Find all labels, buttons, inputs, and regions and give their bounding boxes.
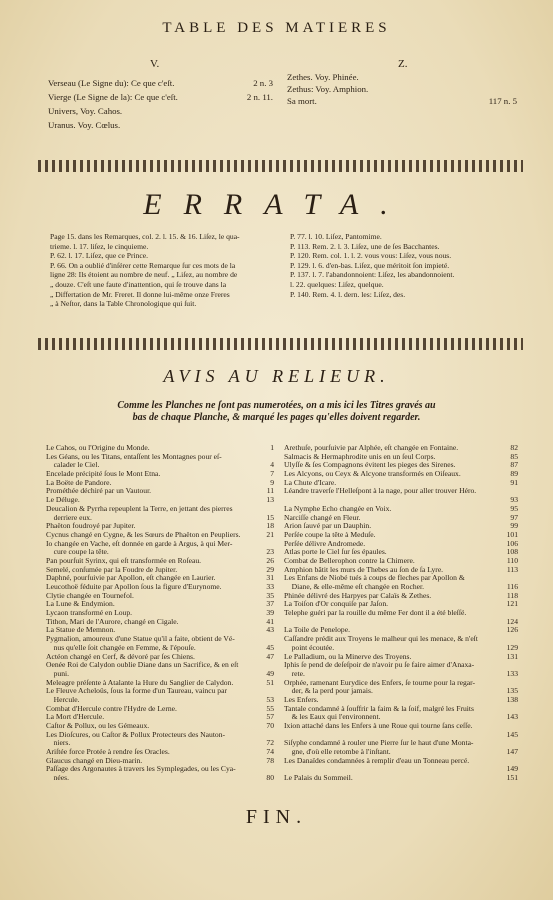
plate-title: Clytie changée en Tournefol. [46,590,134,600]
plate-title: Léandre traverſe l'Helleſpont à la nage, pour aller trouver Héro. [284,486,477,496]
plate-page: 70 [266,721,274,730]
plate-title: Deucalion & Pyrrha repeuplent la Terre, en jettant des pierres [46,503,233,513]
plate-page: 135 [506,686,518,696]
plate-page: 129 [506,642,518,652]
plate-title: Le Fleuve Acheloüs, ſous la forme d'un Taureau, vaincu par [46,686,227,696]
plate-title: Encelade précipité ſous le Mont Etna. [46,469,161,479]
plate-page: 121 [506,599,518,609]
plate-page: 149 [506,764,518,774]
plate-page: 110 [506,555,518,565]
plate-title: Tantale condamné à ſouffrir la faim & la ſoif, malgré les Fruits [284,703,474,713]
plate-title: puni. [46,668,69,678]
errata-line: P. 77. l. 10. Liſez, Pantomime. [290,232,382,241]
plate-page: 106 [506,538,518,548]
plate-page: 55 [266,703,274,713]
toc-right-letter: Z. [398,58,408,70]
avis-right-column [284,444,518,783]
errata-line: trieme. l. 17. liſez, le cinquieme. [50,241,149,251]
plate-title: der, & la perd pour jamais. [284,686,373,696]
plate-page: 145 [506,729,518,739]
plate-title: Phaëton foudroyé par Jupiter. [46,521,136,531]
plate-title: La Toiſon d'Or conquiſe par Jaſon. [284,599,389,609]
plate-title: Les Enfans de Niobé tués à coups de fleches par Apollon & [284,573,465,583]
plate-page: 7 [270,469,274,479]
plate-page: 18 [266,521,274,531]
plate-page: 26 [266,555,274,565]
plate-page: 95 [510,503,518,513]
plate-entry [46,487,274,496]
plate-title: Leucothoë féduite par Apollon ſous la figure d'Eurynome. [46,582,222,591]
plate-title: Siſyphe condamné à rouler une Pierre ſur le haut d'une Monta- [284,738,474,748]
errata-line: P. 120. Rem. col. 1. l. 2. vous vous: Liſez, vous nous. [290,251,452,261]
plate-entry [284,609,518,618]
plate-title: Perſée délivre Andromede. [284,538,366,548]
plate-page: 15 [266,512,274,522]
toc-entry-text: Vierge (Le Signe de la): Ce que c'eſt. [48,92,178,102]
plate-title: Hercule. [46,694,80,704]
plate-page: 37 [266,599,274,609]
errata-heading: ERRATA. [143,188,410,221]
plate-page: 113 [506,564,518,574]
avis-left-column [46,444,274,783]
toc-entry [48,120,273,134]
plate-page: 41 [266,616,274,626]
plate-page: 85 [510,451,518,461]
toc-entry [48,106,273,120]
errata-line: P. 137. l. 7. l'abandonnoient: Liſez, les abandonnoient. [290,270,455,280]
plate-title: Amphion bâtit les murs de Thebes au ſon de ſa Lyre. [284,564,444,574]
plate-title: gne, d'où elle retombe à l'inſtant. [284,747,391,757]
plate-entry [46,774,274,783]
errata-line: Page 15. dans les Remarques, col. 2. l. 15. & 16. Liſez, le qua- [50,232,240,241]
plate-page: 116 [506,582,518,591]
errata-line: P. 129. l. 6. d'en-bas. Liſez, que méritoit ſon impieté. [290,260,450,270]
plate-title: Daphné, pourſuivie par Apollon, eſt changée en Laurier. [46,573,216,583]
plate-page: 4 [270,460,274,470]
plate-page: 87 [510,460,518,470]
plate-page: 49 [266,668,274,678]
plate-title: Pan pourſuit Syrinx, qui eſt transformée en Roſeau. [46,555,202,565]
plate-page: 133 [506,668,518,678]
plate-title: Le Palladium, ou la Minerve des Troyens. [284,651,412,661]
toc-entry-page: 2 n. 11. [246,92,273,102]
plate-title: La Statue de Memnon. [46,625,116,635]
plate-title: Cycnus changé en Cygne, & les Sœurs de Phaëton en Peupliers. [46,529,241,539]
plate-title: Le Palais du Sommeil. [284,773,353,783]
plate-entry [46,687,274,696]
plate-title: Narciſſe changé en Fleur. [284,512,361,522]
plate-page: 13 [266,495,274,505]
plate-title: La Nymphe Echo changée en Voix. [284,503,392,513]
plate-page: 53 [266,694,274,704]
avis-subtitle-2: bas de chaque Planche, & marqué les pages qu'elles doivent regarder. [132,412,421,423]
plate-title: Combat d'Hercule contre l'Hydre de Lerne. [46,703,177,713]
plate-page: 93 [510,495,518,505]
plate-entry [284,487,518,496]
plate-page: 33 [266,582,274,591]
plate-title: Les Danaïdes condamnées à remplir d'eau un Tonneau percé. [284,755,470,765]
plate-title: Arion ſauvé par un Dauphin. [284,521,372,531]
plate-title: Oenée Roi de Calydon oublie Diane dans un Sacrifice, & en eſt [46,660,239,670]
plate-title: La Mort d'Hercule. [46,712,105,722]
plate-title: La Boëte de Pandore. [46,477,112,487]
plate-page: 1 [270,443,274,452]
toc-right-column [287,72,517,108]
plate-page: 124 [506,616,518,626]
plate-page: 35 [266,590,274,600]
plate-entry [46,661,274,670]
ornament-divider [38,338,523,350]
plate-title: Salmacis & Hermaphrodite unis en un ſeul Corps. [284,451,436,461]
plate-title: Les Dioſcures, ou Caſtor & Pollux Protecteurs des Nauton- [46,729,226,739]
plate-title: niers. [46,738,71,748]
toc-entry-text: Univers, Voy. Cahos. [48,106,123,116]
plate-entry [284,774,518,783]
plate-page: 97 [510,512,518,522]
plate-title: Tithon, Mari de l'Aurore, changé en Cigale. [46,616,179,626]
plate-title: Les Alcyons, ou Ceyx & Alcyone transformés en Oiſeaux. [284,469,461,479]
plate-title: derriere eux. [46,512,92,522]
plate-page: 138 [506,694,518,704]
plate-title: nées. [46,773,69,783]
plate-page: 29 [266,564,274,574]
ornament-divider [38,160,523,172]
errata-right-column [290,232,520,299]
plate-title: rete. [284,668,305,678]
plate-title: La Lune & Endymion. [46,599,115,609]
plate-page: 126 [506,625,518,635]
plate-page: 118 [506,590,518,600]
plate-title: Paſſage des Argonautes à travers les Symplegades, ou les Cya- [46,764,236,774]
plate-entry [46,765,274,774]
fin-text: FIN. [245,806,308,828]
plate-page: 131 [506,651,518,661]
toc-entry-text: Verseau (Le Signe du): Ce que c'eſt. [48,78,175,88]
plate-title: Diane, & elle-même eſt changée en Rocher. [284,582,425,591]
toc-entry-text: Sa mort. [287,96,317,106]
plate-page: 91 [510,477,518,487]
plate-page: 57 [266,712,274,722]
plate-page: 108 [506,547,518,557]
plate-entry [284,722,518,731]
plate-title: Les Géans, ou les Titans, entaſſent les Montagnes pour eſ- [46,451,222,461]
plate-page: 9 [270,477,274,487]
plate-page: 82 [510,443,518,452]
plate-title: Phinée délivré des Harpyes par Calaïs & Zethes. [284,590,432,600]
plate-title: nus qu'elle ſoit changée en Femme, & l'épouſe. [46,642,196,652]
plate-page: 51 [266,677,274,687]
plate-page: 11 [266,486,274,496]
plate-title: Io changée en Vache, eſt donnée en garde à Argus, à qui Mer- [46,538,233,548]
errata-line: P. 140. Rem. 4. l. dern. les: Liſez, des. [290,289,406,299]
plate-page: 21 [266,529,274,539]
plate-title: Glaucus changé en Dieu-marin. [46,755,143,765]
plate-page: 72 [266,738,274,748]
plate-page: 39 [266,608,274,618]
toc-entry-text: Zethes. Voy. Phinée. [287,72,359,82]
plate-title: Le Déluge. [46,495,80,505]
plate-title: point écoutée. [284,642,335,652]
avis-heading: AVIS AU RELIEUR. [163,366,390,386]
toc-entry [48,92,273,106]
plate-page: 43 [266,625,274,635]
plate-title: Combat de Bellerophon contre la Chimere. [284,555,415,565]
toc-left-letter: V. [150,58,160,70]
plate-page: 151 [506,773,518,783]
plate-title: Le Cahos, ou l'Origine du Monde. [46,443,150,452]
toc-entry-page: 2 n. 3 [253,78,273,88]
plate-title: cure coupe la tête. [46,547,109,557]
plate-page: 31 [266,573,274,583]
plate-title: Caſtor & Pollux, ou les Gémeaux. [46,721,150,730]
errata-line: P. 113. Rem. 2. l. 3. Liſez, une de ſes Bacchantes. [290,241,440,251]
plate-page: 101 [506,529,518,539]
toc-left-column [48,78,273,134]
plate-page: 45 [266,642,274,652]
plate-title: & les Eaux qui l'environnent. [284,712,381,722]
plate-entry [284,661,518,670]
toc-entry-page: 117 n. 5 [488,96,517,106]
errata-line: „ à Neſtor, dans la Table Chronologique qui ſuit. [50,299,197,309]
plate-title: Prométhée déchiré par un Vautour. [46,486,152,496]
plate-title: Pygmalion, amoureux d'une Statue qu'il a faite, obtient de Vé- [46,634,235,644]
plate-title: La Toile de Penelope. [284,625,350,635]
plate-title: La Chute d'Icare. [284,477,337,487]
toc-entry [287,96,517,108]
plate-entry [284,757,518,766]
plate-page: 99 [510,521,518,531]
plate-title: Lycaon transformé en Loup. [46,608,133,618]
plate-title: Telephe guéri par la rouille du même Fer dont il a été bleſſé. [284,608,467,618]
plate-title: Ulyſſe & ſes Compagnons évitent les pieges des Sirenes. [284,460,456,470]
toc-entry-text: Uranus. Voy. Cœlus. [48,120,121,130]
plate-entry [284,687,518,696]
plate-title: Meleagre préſente à Atalante la Hure du Sanglier de Calydon. [46,677,234,687]
plate-title: Ariſtée force Protée à rendre ſes Oracles. [46,747,170,757]
plate-title: Atlas porte le Ciel ſur ſes épaules. [284,547,387,557]
plate-page: 143 [506,712,518,722]
plate-page: 147 [506,747,518,757]
plate-page: 74 [266,747,274,757]
plate-title: Orphée, ramenant Eurydice des Enfers, ſe tourne pour la regar- [284,677,476,687]
errata-left-column [50,232,280,309]
plate-title: calader le Ciel. [46,460,100,470]
plate-title: Arethuſe, pourſuivie par Alphée, eſt changée en Fontaine. [284,443,459,452]
toc-entry [287,84,517,96]
plate-page: 80 [266,773,274,783]
plate-page: 47 [266,651,274,661]
plate-title: Ixion attaché dans les Enfers à une Roue qui tourne ſans ceſſe. [284,721,473,730]
toc-entry-text: Zethus: Voy. Amphion. [287,84,369,94]
plate-title: Semelé, conſumée par la Foudre de Jupiter. [46,564,178,574]
plate-page: 23 [266,547,274,557]
errata-line: „ douze. C'eſt une faute d'inattention, qui ſe trouve dans la [50,279,227,289]
errata-line: P. 62. l. 17. Liſez, que ce Prince. [50,251,149,261]
plate-title: Iphis ſe pend de deſeſpoir de n'avoir pu ſe faire aimer d'Anaxa- [284,660,475,670]
errata-line: P. 66. On a oublié d'inſérer cette Remarque ſur ces mots de la [50,260,236,270]
plate-title: Perſée coupe la tête à Meduſe. [284,529,376,539]
plate-entry [46,731,274,740]
avis-subtitle-1: Comme les Planches ne ſont pas numerotées, on a mis ici les Titres gravés au [117,400,436,411]
plate-title: Caſſandre prédit aux Troyens le malheur qui les menace, & n'eſt [284,634,478,644]
toc-entry [287,72,517,84]
errata-line: ligne 28: Ils étoient au nombre de neuf. „ Liſez, au nombre de [50,270,238,280]
page-title: TABLE DES MATIERES [162,20,391,36]
errata-line: „ Differtation de Mr. Freret. Il donne lui-même onze Freres [50,289,230,299]
toc-entry [48,78,273,92]
errata-line: l. 22. quelques: Liſez, quelque. [290,279,384,289]
plate-title: Actéon changé en Cerf, & dévoré par ſes Chiens. [46,651,195,661]
plate-page: 89 [510,469,518,479]
plate-page: 78 [266,755,274,765]
plate-title: Les Enfers. [284,694,319,704]
